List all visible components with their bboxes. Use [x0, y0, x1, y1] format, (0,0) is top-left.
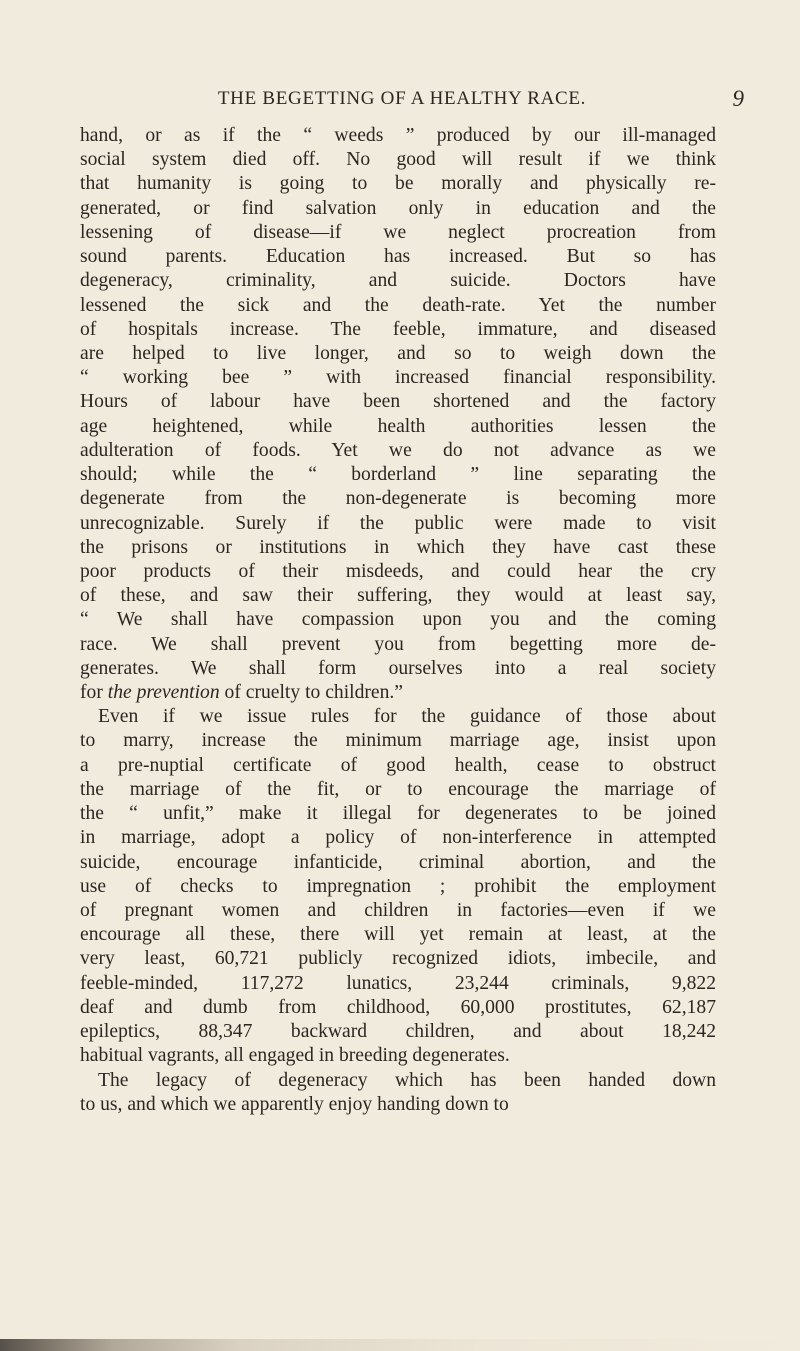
page-edge-shadow — [0, 1339, 800, 1351]
text-line: of these, and saw their suffering, they would at least say, — [80, 585, 716, 607]
text-line: generated, or find salvation only in education and the — [80, 197, 716, 219]
text-line: of pregnant women and children in factories—even if we — [80, 900, 716, 921]
text-line-italic — [80, 681, 716, 705]
text-line: age heightened, while health authorities lessen the — [80, 415, 716, 437]
text-line: “ We shall have compassion upon you and the coming — [80, 609, 716, 631]
text-line: encourage all these, there will yet remain at least, at the — [80, 924, 716, 946]
page-number: 9 — [732, 86, 744, 111]
text-line: a pre-nuptial certificate of good health, cease to obstruct — [80, 754, 716, 776]
text-line: to marry, increase the minimum marriage age, insist upon — [80, 730, 716, 752]
text-fragment: for — [80, 682, 108, 704]
text-line: epileptics, 88,347 backward children, and about 18,242 — [80, 1021, 716, 1043]
text-line: social system died off. No good will result if we think — [80, 149, 716, 171]
text-line: use of checks to impregnation ; prohibit the employment — [80, 875, 716, 897]
text-line: the marriage of the fit, or to encourage the marriage of — [80, 778, 716, 800]
text-line: of hospitals increase. The feeble, immature, and diseased — [80, 318, 716, 340]
italic-phrase: the prevention — [107, 682, 220, 704]
text-line: habitual vagrants, all engaged in breeding degenerates. — [80, 1045, 510, 1067]
text-line: Even if we issue rules for the guidance of those about — [98, 706, 716, 728]
text-line: The legacy of degeneracy which has been handed down — [98, 1069, 716, 1091]
text-line: deaf and dumb from childhood, 60,000 prostitutes, 62,187 — [80, 996, 716, 1018]
text-line: poor products of their misdeeds, and could hear the cry — [80, 560, 716, 582]
text-line: degeneracy, criminality, and suicide. Doctors have — [80, 270, 716, 292]
text-line: lessened the sick and the death-rate. Yet the number — [80, 294, 716, 316]
text-line: that humanity is going to be morally and physically re- — [80, 173, 716, 195]
body-text — [80, 124, 716, 1117]
text-line: race. We shall prevent you from begetting more de- — [80, 633, 716, 655]
text-line: to us, and which we apparently enjoy handing down to — [80, 1093, 509, 1115]
text-line: are helped to live longer, and so to weigh down the — [80, 342, 716, 364]
text-fragment: of cruelty to children.” — [219, 682, 404, 704]
text-line: Hours of labour have been shortened and the factory — [80, 391, 716, 413]
text-line: hand, or as if the “ weeds ” produced by our ill-managed — [80, 125, 716, 146]
running-title: THE BEGETTING OF A HEALTHY RACE. — [217, 88, 587, 109]
running-head — [60, 88, 744, 118]
text-line: in marriage, adopt a policy of non-interference in attempted — [80, 827, 716, 849]
text-line: lessening of disease—if we neglect procreation from — [80, 221, 716, 243]
text-line: suicide, encourage infanticide, criminal abortion, and the — [80, 851, 716, 873]
text-line: the “ unfit,” make it illegal for degenerates to be joined — [80, 803, 716, 825]
text-line: generates. We shall form ourselves into a real society — [80, 657, 716, 679]
text-line: the prisons or institutions in which they have cast these — [80, 536, 716, 558]
text-line: adulteration of foods. Yet we do not advance as we — [80, 439, 716, 461]
text-line: “ working bee ” with increased financial responsibility. — [80, 367, 716, 389]
text-line: very least, 60,721 publicly recognized idiots, imbecile, and — [80, 948, 716, 970]
text-line: feeble-minded, 117,272 lunatics, 23,244 criminals, 9,822 — [80, 972, 716, 994]
text-line: sound parents. Education has increased. But so has — [80, 246, 716, 268]
text-line: should; while the “ borderland ” line separating the — [80, 464, 716, 486]
text-line: degenerate from the non-degenerate is becoming more — [80, 488, 716, 510]
text-line: unrecognizable. Surely if the public were made to visit — [80, 512, 716, 534]
